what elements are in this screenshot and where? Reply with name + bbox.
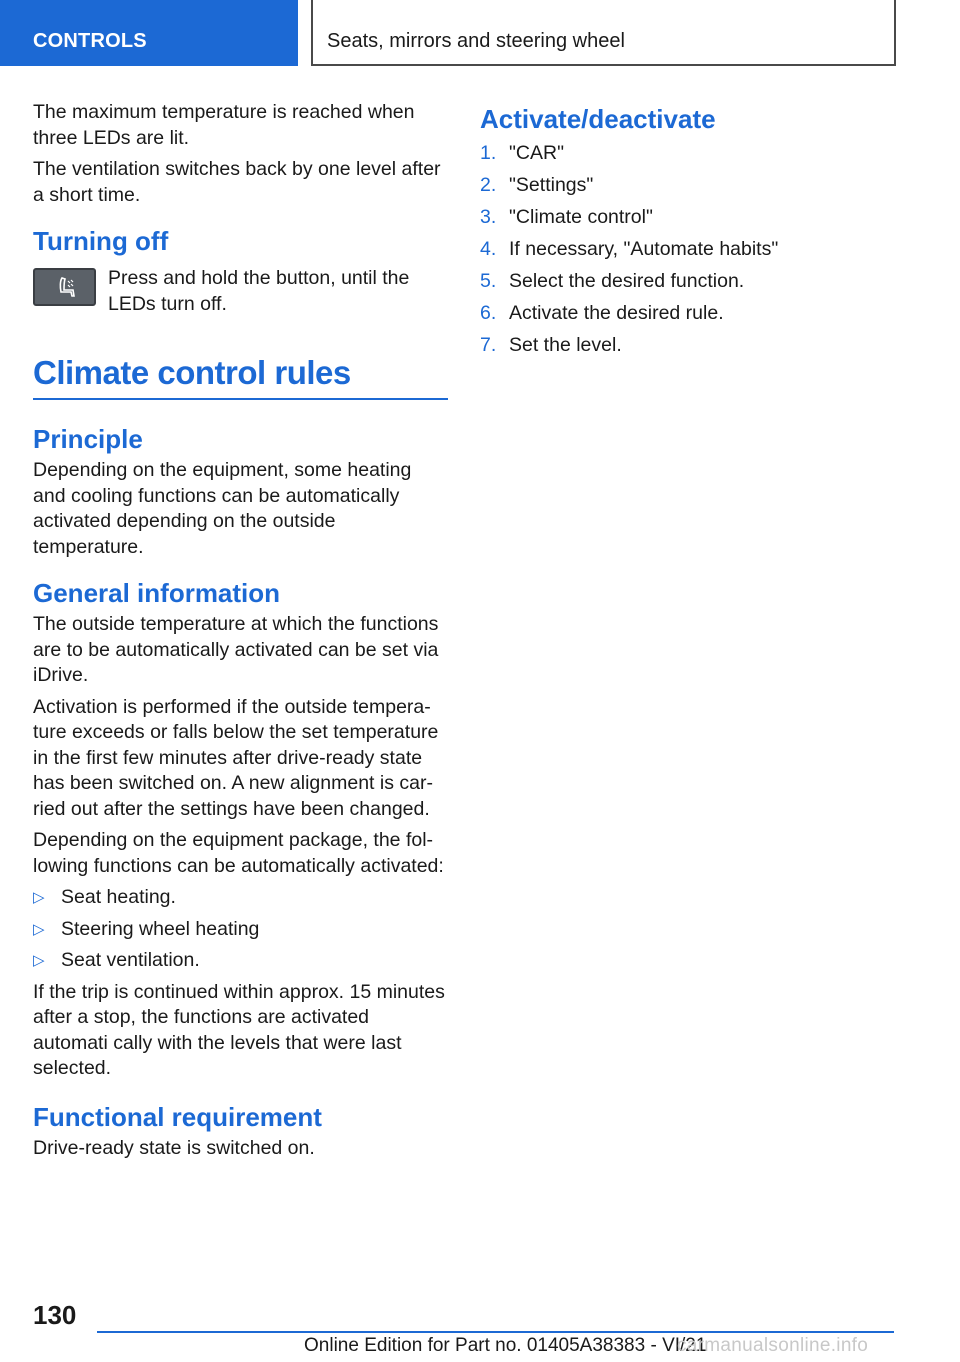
list-item: ▷ Seat ventilation.	[33, 948, 448, 974]
steps-list	[480, 141, 900, 359]
general-paragraph-3: Depending on the equipment package, the fol lowing functions can be automatically activated:	[33, 829, 444, 877]
triangle-right-icon: ▷	[33, 920, 45, 938]
principle-text: Depending on the equipment, some heating and cooling functions can be automatically activated depending on the outside temperature.	[33, 459, 412, 558]
general-paragraph-2: Activation is performed if the outside tempera ture exceeds or falls below the set temperature in the first few minutes after drive-ready state has been switched on. A new alignment is car ried out after the settings have been changed.	[33, 695, 439, 820]
list-item: 4. If necessary, "Automate habits"	[480, 238, 779, 260]
function-list	[33, 885, 448, 974]
triangle-right-icon: ▷	[33, 889, 45, 906]
page-number: 130	[33, 1300, 77, 1330]
activate-heading: Activate/deactivate	[480, 104, 716, 134]
list-item: 1. "CAR"	[480, 142, 565, 164]
intro-paragraph-1: The maximum temperature is reached when three LEDs are lit.	[33, 101, 415, 149]
header-chapter-box	[311, 0, 896, 66]
turning-off-row	[33, 266, 448, 323]
general-paragraph-1: The outside temperature at which the functions are to be automatically activated can be set via iDrive.	[33, 613, 439, 686]
functional-requirement-heading: Functional requirement	[33, 1101, 322, 1132]
seat-ventilation-icon	[33, 268, 96, 306]
functional-requirement-text: Drive-ready state is switched on.	[33, 1136, 315, 1159]
turning-off-text: Press and hold the button, until the LEDs turn off.	[108, 267, 410, 315]
list-item: ▷ Seat heating.	[33, 885, 448, 911]
general-information-heading: General information	[33, 578, 281, 608]
turning-off-heading: Turning off	[33, 226, 169, 256]
right-column	[480, 100, 900, 365]
watermark: carmanualsonline.info	[677, 1335, 869, 1356]
list-item: 5. Select the desired function.	[480, 270, 745, 292]
footer-rule	[97, 1331, 894, 1333]
header-section-label: CONTROLS	[33, 30, 147, 52]
principle-heading: Principle	[33, 424, 143, 454]
left-column	[33, 100, 448, 1167]
heading-rule	[33, 398, 448, 400]
footer-edition: Online Edition for Part no. 01405A38383 - VI/21	[304, 1335, 707, 1356]
triangle-right-icon: ▷	[33, 952, 45, 969]
list-item: 6. Activate the desired rule.	[480, 302, 724, 324]
list-item: 2. "Settings"	[480, 174, 594, 196]
general-closing: If the trip is continued within approx. 15 minutes after a stop, the functions are activated automati cally with the levels that were last selected.	[33, 980, 445, 1079]
main-heading: Climate control rules	[33, 354, 351, 391]
intro-paragraph-2: The ventilation switches back by one level after a short time.	[33, 158, 441, 206]
header-section-tab	[0, 0, 298, 66]
list-item: ▷ Steering wheel heating	[33, 917, 448, 943]
list-item: 7. Set the level.	[480, 334, 622, 356]
header-chapter-label: Seats, mirrors and steering wheel	[327, 30, 625, 52]
list-item: 3. "Climate control"	[480, 206, 653, 228]
